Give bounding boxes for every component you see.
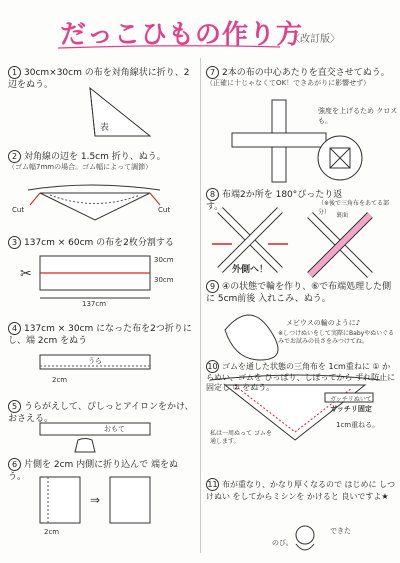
step-note: （ゴム幅7mmの場合。ゴム幅によって調節） [8,163,153,171]
step-text: 30cm×30cm の布を対角線状に折り、2辺をぬう。 [8,68,190,90]
page-title: だっこひもの作り方 [60,20,304,50]
s3-dim-1: 30cm [154,256,174,264]
s3-dim-2: 30cm [154,276,174,284]
step-9 [206,280,396,305]
s9-loop [225,315,278,360]
s1-label: 表 [100,123,110,133]
s8-outside-label: 外側へ！ [232,265,269,275]
s10-label-4: 私は一周ぬって ゴムを通します。 [210,430,272,445]
s6-dim: 2cm [44,528,60,536]
step-4 [8,322,196,347]
step-number: 5 [8,400,21,413]
s11-baby-head [296,526,314,544]
s11-sign: できた [330,527,351,535]
s7-note2: 強度を上げるため クロスも。 [318,107,398,125]
s10-label-2: ガッチリ固定 [330,405,372,413]
step-11 [206,478,396,502]
step-text: 137cm × 60cm の布を2枚分割する [24,238,174,248]
step-number: 9 [206,280,219,293]
s10-label-1: ガッチリぬいて [330,396,372,403]
s11-sign2: のび。 [272,539,293,547]
step-note: （正確に十じゃなくてOK！できあがりに影響せず） [206,79,371,87]
step-text: 片側を 2cm 内側に折り込んで 端をぬう。 [8,460,179,482]
s9-note2: ※しつけぬいをして実際にBabyやぬいぐるみでお試みの長さをみつけてね。 [278,330,395,345]
step-2 [8,150,196,172]
step-number: 7 [206,66,219,79]
s3-scissors-icon: ✂ [20,266,32,282]
step-text: うらがえして、ぴしっとアイロンをかけ、おさえる。 [8,402,194,424]
s5-label: おもて [104,425,125,433]
page-subtitle: 〈改訂版〉 [290,34,340,45]
step-5 [8,400,196,425]
step-number: 2 [8,150,21,163]
s10-label-3: 1cm重ねる。 [336,421,380,429]
step-1 [8,66,196,91]
step-text: ④の状態で輪を作り、⑥で布端処理した側に 5cm前後 入れこみ、ぬう。 [206,282,392,304]
step-number: 4 [8,322,21,335]
step-text: ゴムを通した状態の三角布を 1cm重ねに ① からぬい、ゴムを ひっぱり、しぼってから ずれ防止に固定し ② をぬう。 [206,362,396,392]
step-7 [206,66,396,88]
step-6 [8,458,196,483]
s2-cut-right [150,193,160,205]
s5-iron-icon [75,439,95,453]
step-3 [8,236,196,249]
step-text: 対角線の辺を 1.5cm 折り、ぬう。 [24,152,166,162]
s6-arrow-icon: ⇒ [90,493,101,507]
s11-baby-body [296,544,314,550]
s9-note: メビウスの輪のように♪ [286,319,361,327]
step-number: 10 [207,362,218,371]
s1-triangle [90,88,150,136]
s3-dim-3: 137cm [82,300,107,308]
s2-cut-left-label: Cut [12,206,25,214]
s2-top-edge [28,185,160,190]
step-number: 6 [8,458,21,471]
step-text: 2本の布の中心あたりを直交させてぬう。 [222,68,390,78]
s8-tag2: 裏面 [336,212,349,219]
step-number: 1 [8,66,21,79]
s6-result [110,477,150,523]
s4-inner-label: うら [88,357,102,365]
step-number: 3 [8,236,21,249]
s6-strip [40,477,80,523]
s4-dim: 2cm [52,376,68,384]
step-text: 137cm × 30cm になった布を2つ折りにし、端 2cm をぬう [8,324,192,346]
s2-cut-left [30,193,40,205]
step-number: 11 [207,480,218,489]
title-underline [58,46,280,48]
s7-horizontal [232,133,326,147]
step-10 [206,360,396,393]
s8-tag: （※後で三角布をあてる部分） [318,200,390,216]
step-text: 布が重なり、かなり厚くなるので はじめに しつけぬい をしてからミシンを かけると 良いですよ★ [206,480,396,501]
step-number: 8 [206,188,219,201]
step-text: 布端2か所を 180°ぴったり返す。 [206,190,343,212]
s2-cut-right-label: Cut [158,206,171,214]
